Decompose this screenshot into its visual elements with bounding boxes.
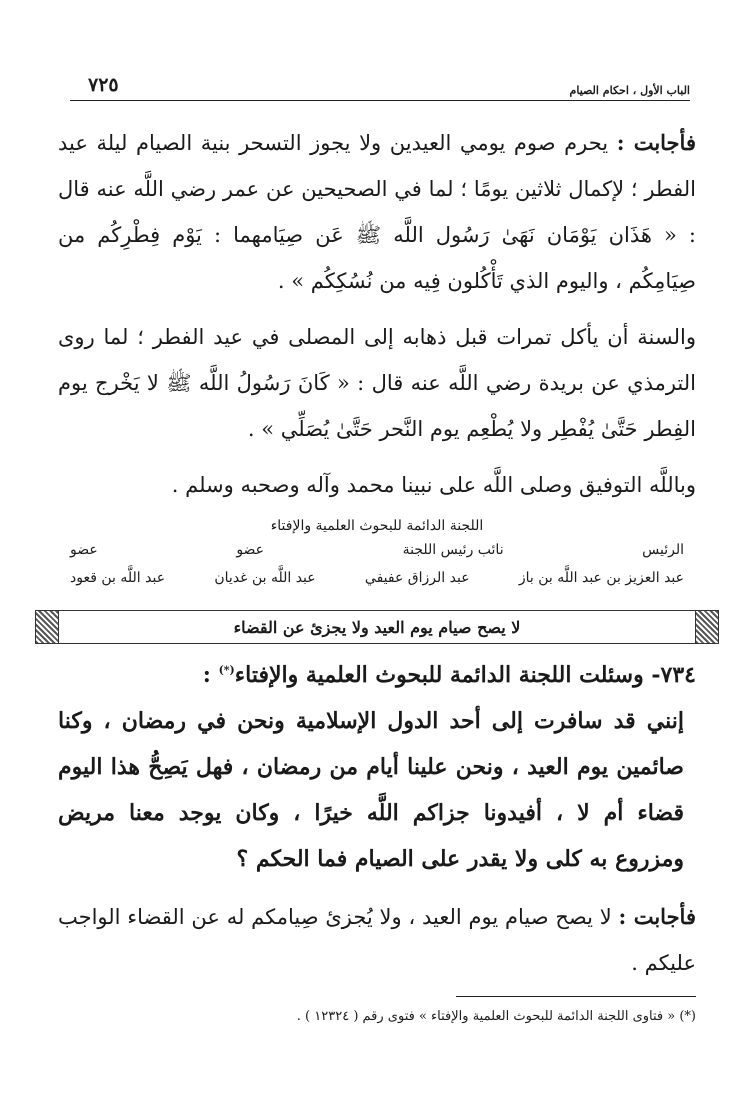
answer-text: لا يصح صيام يوم العيد ، ولا يُجزئ صِيامكم له عن القضاء الواجب عليكم . bbox=[58, 905, 696, 975]
signature-roles bbox=[58, 542, 696, 558]
role-chairman: الرئيس bbox=[642, 542, 684, 558]
footnote-rule bbox=[456, 996, 696, 997]
question-heading-text: ٧٣٤- وسئلت اللجنة الدائمة للبحوث العلمية والإفتاء bbox=[234, 662, 696, 688]
signatory-name: عبد الرزاق عفيفي bbox=[364, 570, 470, 586]
running-header: الباب الأول ، احكام الصيام bbox=[569, 84, 690, 97]
page-number: ٧٢٥ bbox=[88, 74, 119, 96]
section-title-bar bbox=[58, 610, 696, 644]
closing-paragraph: وباللَّه التوفيق وصلى اللَّه على نبينا محمد وآله وصحبه وسلم . bbox=[171, 473, 696, 497]
question-heading bbox=[58, 662, 696, 688]
section-title: لا يصح صيام يوم العيد ولا يجزئ عن القضاء bbox=[233, 617, 521, 637]
role-member: عضو bbox=[70, 542, 98, 558]
signatory-name: عبد اللَّه بن قعود bbox=[70, 570, 166, 586]
answer-label: فأجابت : bbox=[616, 130, 696, 155]
answer-paragraph-1 bbox=[58, 120, 696, 304]
signatory-name: عبد اللَّه بن غديان bbox=[214, 570, 316, 586]
signature-names bbox=[58, 570, 696, 586]
page-content bbox=[58, 120, 696, 1024]
answer-text: يحرم صوم يومي العيدين ولا يجوز التسحر بنية الصيام ليلة عيد الفطر ؛ لإكمال ثلاثين يومًا ؛ لما في الصحيحين عن عمر رضي اللَّه عنه قال : « هَذَان يَوْمَان نَهَىٰ رَسُول اللَّه ﷺ عَن صِيَامهما : يَوْم فِطْرِكُم من صِيَامِكُم ، واليوم الذي تَأْكُلون فِيه من نُسُكِكُم » . bbox=[58, 131, 696, 293]
signatory-name: عبد العزيز بن عبد اللَّه بن باز bbox=[518, 570, 684, 586]
footnote: (*) « فتاوى اللجنة الدائمة للبحوث العلمية والإفتاء » فتوى رقم ( ١٢٣٢٤ ) . bbox=[296, 1009, 696, 1024]
question-heading-colon: : bbox=[202, 662, 211, 688]
sunnah-paragraph: والسنة أن يأكل تمرات قبل ذهابه إلى المصلى في عيد الفطر ؛ لما روى الترمذي عن بريدة رضي اللَّه عنه قال : « كَانَ رَسُولُ اللَّه ﷺ لا يَخْرج يوم الفِطر حَتَّىٰ يُفْطِر ولا يُطْعِم يوم النَّحر حَتَّىٰ يُصَلِّي » . bbox=[58, 325, 696, 441]
page-header bbox=[70, 74, 690, 104]
role-member: عضو bbox=[236, 542, 265, 558]
footnote-marker: (*) bbox=[218, 663, 235, 677]
role-vice-chairman: نائب رئيس اللجنة bbox=[402, 542, 504, 558]
question-body: إنني قد سافرت إلى أحد الدول الإسلامية ونحن في رمضان ، وكنا صائمين يوم العيد ، ونحن علينا أيام من رمضان ، فهل يَصِحُّ هذا اليوم قضاء أم لا ، أفيدونا جزاكم اللَّه خيرًا ، وكان يوجد معنا مريض ومزروع به كلى ولا يقدر على الصيام فما الحكم ؟ bbox=[58, 708, 684, 872]
header-rule bbox=[70, 100, 690, 101]
committee-title: اللجنة الدائمة للبحوث العلمية والإفتاء bbox=[270, 518, 484, 534]
answer-paragraph-2 bbox=[58, 894, 696, 986]
answer-label: فأجابت : bbox=[618, 904, 696, 929]
